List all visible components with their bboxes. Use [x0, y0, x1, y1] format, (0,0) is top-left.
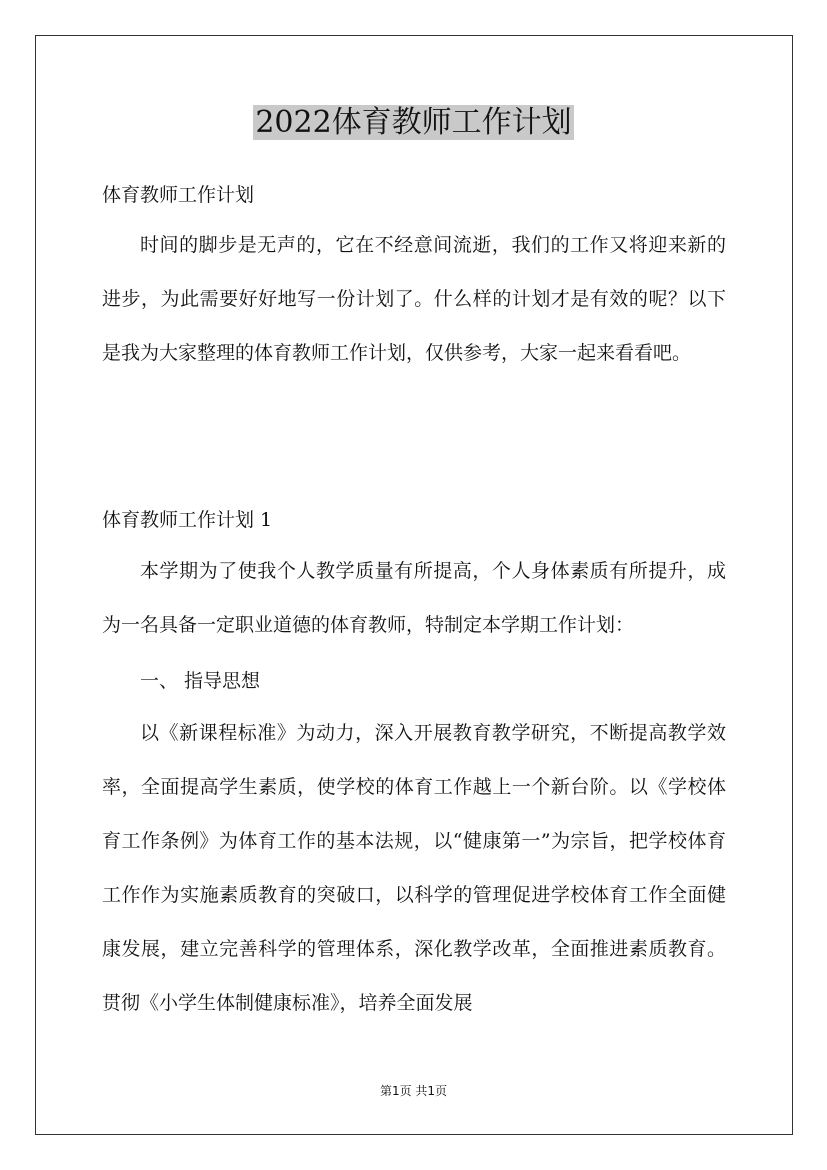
section1-heading: 一、 指导思想	[140, 670, 261, 692]
section1-paragraph: 以《新课程标准》为动力，深入开展教育教学研究，不断提高教学效率，全面提高学生素质，使学校的体育工作越上一个新台阶。以《学校体育工作条例》为体育工作的基本法规，以“健康第一”为宗旨，把学校体育工作作为实施素质教育的突破口，以科学的管理促进学校体育工作全面健康发展，建立完善科学的管理体系，深化教学改革，全面推进素质教育。贯彻《小学生体制健康标准》，培养全面发展	[102, 722, 726, 1014]
plan1-paragraph: 本学期为了使我个人教学质量有所提高，个人身体素质有所提升，成为一名具备一定职业道德的体育教师，特制定本学期工作计划：	[102, 560, 726, 636]
intro-heading: 体育教师工作计划	[102, 184, 255, 206]
page-footer: 第1页 共1页	[379, 1084, 448, 1098]
document-title-text: 2022体育教师工作计划	[255, 105, 572, 140]
plan1-heading: 体育教师工作计划 1	[102, 509, 273, 531]
intro-paragraph: 时间的脚步是无声的，它在不经意间流逝，我们的工作又将迎来新的进步，为此需要好好地写一份计划了。什么样的计划才是有效的呢？以下是我为大家整理的体育教师工作计划，仅供参考，大家一起来看看吧。	[102, 234, 726, 364]
document-title	[0, 102, 827, 144]
